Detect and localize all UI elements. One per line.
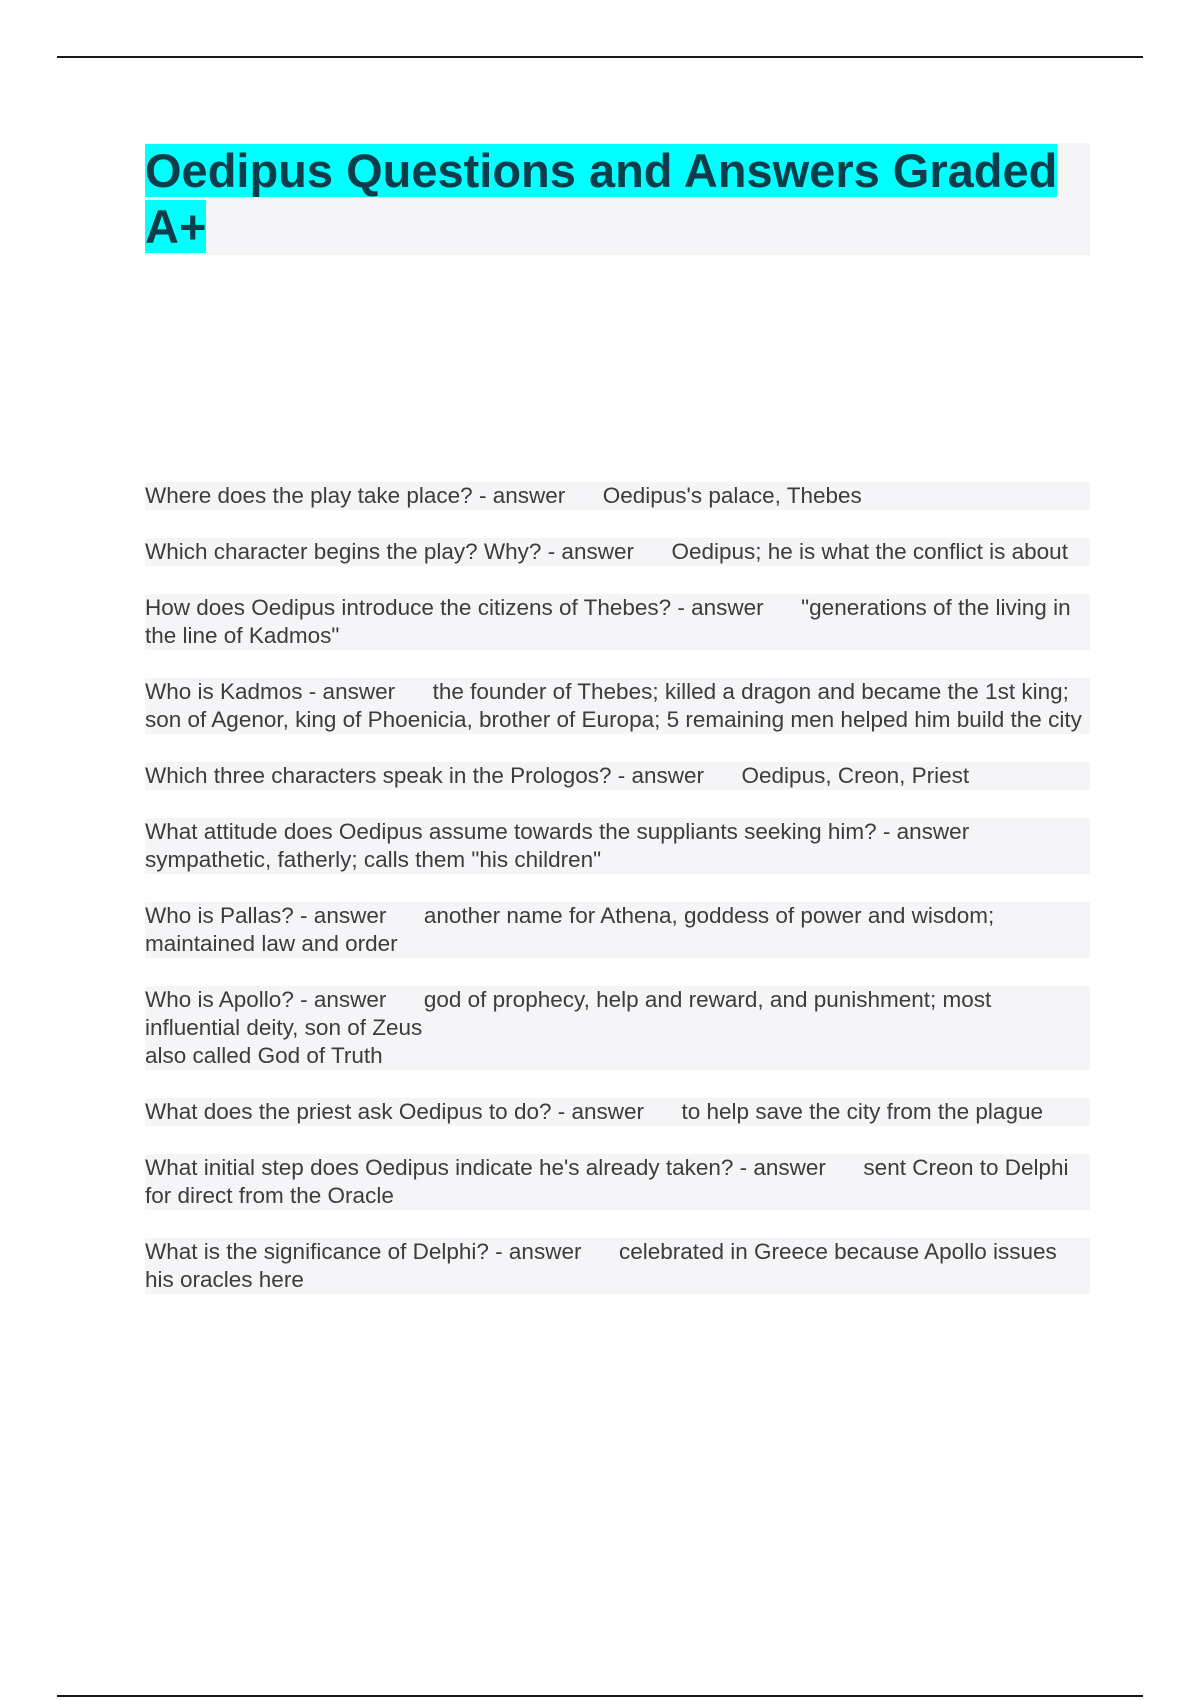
qa-item: Who is Apollo? - answer god of prophecy, help and reward, and punishment; most influential deity, son of Zeus also called God of Truth — [145, 986, 1090, 1070]
page-title — [145, 143, 1090, 255]
title-block — [145, 143, 1090, 255]
qa-item: Who is Pallas? - answer another name for Athena, goddess of power and wisdom; maintained law and order — [145, 902, 1090, 958]
qa-item: What attitude does Oedipus assume towards the suppliants seeking him? - answer sympathetic, fatherly; calls them "his children" — [145, 818, 1090, 874]
qa-item: Which character begins the play? Why? - answer Oedipus; he is what the conflict is about — [145, 538, 1090, 566]
qa-item: What initial step does Oedipus indicate he's already taken? - answer sent Creon to Delphi for direct from the Oracle — [145, 1154, 1090, 1210]
title-line-2: A+ — [145, 200, 207, 253]
title-line-1: Oedipus Questions and Answers Graded — [145, 144, 1058, 197]
qa-item: What does the priest ask Oedipus to do? - answer to help save the city from the plague — [145, 1098, 1090, 1126]
qa-list — [145, 482, 1090, 1294]
document-body — [145, 143, 1090, 1322]
qa-item: What is the significance of Delphi? - answer celebrated in Greece because Apollo issues his oracles here — [145, 1238, 1090, 1294]
bottom-rule — [57, 1695, 1143, 1697]
qa-item: How does Oedipus introduce the citizens of Thebes? - answer "generations of the living in the line of Kadmos" — [145, 594, 1090, 650]
qa-item: Who is Kadmos - answer the founder of Thebes; killed a dragon and became the 1st king; son of Agenor, king of Phoenicia, brother of Europa; 5 remaining men helped him build the city — [145, 678, 1090, 734]
qa-item: Where does the play take place? - answer Oedipus's palace, Thebes — [145, 482, 1090, 510]
top-rule — [57, 56, 1143, 58]
qa-item: Which three characters speak in the Prologos? - answer Oedipus, Creon, Priest — [145, 762, 1090, 790]
